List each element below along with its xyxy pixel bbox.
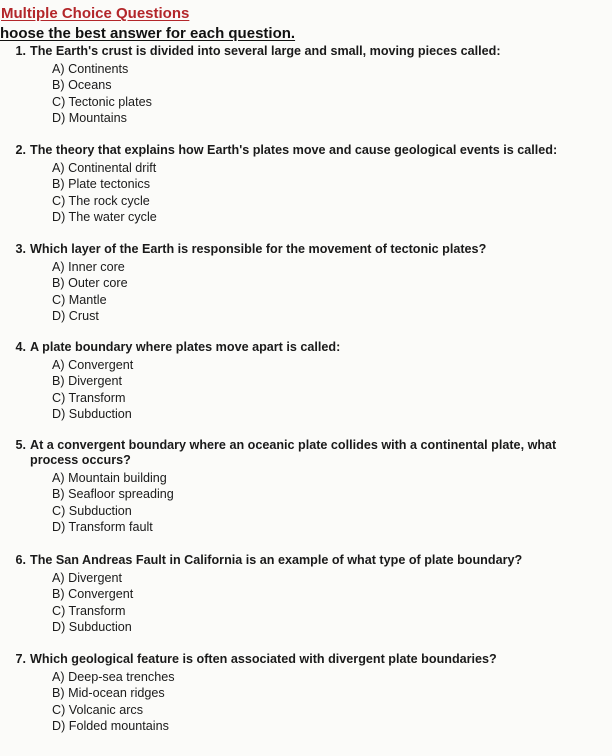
question-number: 6. bbox=[15, 553, 26, 567]
option-c[interactable]: C) Transform bbox=[52, 603, 126, 618]
question-text: A plate boundary where plates move apart is called: bbox=[30, 340, 341, 354]
option-c[interactable]: C) Subduction bbox=[52, 503, 132, 518]
question-3 bbox=[0, 242, 612, 325]
page-title: Multiple Choice Questions bbox=[1, 5, 190, 22]
question-number: 1. bbox=[15, 44, 26, 58]
option-a[interactable]: A) Convergent bbox=[52, 358, 134, 372]
option-a[interactable]: A) Mountain building bbox=[52, 471, 167, 485]
option-b[interactable]: B) Plate tectonics bbox=[52, 177, 150, 192]
question-number: 5. bbox=[15, 438, 26, 452]
question-number: 4. bbox=[15, 340, 26, 354]
options-list bbox=[52, 570, 612, 636]
option-b[interactable]: B) Convergent bbox=[52, 587, 134, 602]
option-d[interactable]: D) Folded mountains bbox=[52, 719, 169, 734]
option-a[interactable]: A) Inner core bbox=[52, 260, 125, 274]
question-2 bbox=[0, 143, 612, 226]
question-text: At a convergent boundary where an oceanic plate collides with a continental plate, what process occurs? bbox=[30, 438, 557, 467]
instructions: hoose the best answer for each question. bbox=[0, 25, 296, 42]
option-d[interactable]: D) Mountains bbox=[52, 111, 127, 126]
question-1 bbox=[0, 44, 612, 127]
option-a[interactable]: A) Continental drift bbox=[52, 161, 157, 175]
options-list bbox=[52, 357, 612, 423]
option-a[interactable]: A) Continents bbox=[52, 62, 129, 76]
question-text: Which geological feature is often associated with divergent plate boundaries? bbox=[30, 652, 497, 666]
question-4 bbox=[0, 340, 612, 423]
option-a[interactable]: A) Divergent bbox=[52, 571, 122, 585]
option-b[interactable]: B) Outer core bbox=[52, 276, 128, 291]
option-c[interactable]: C) Volcanic arcs bbox=[52, 702, 143, 717]
option-d[interactable]: D) Subduction bbox=[52, 620, 132, 635]
options-list bbox=[52, 259, 612, 325]
options-list bbox=[52, 160, 612, 226]
question-5 bbox=[0, 438, 612, 536]
question-text: The theory that explains how Earth's plates move and cause geological events is called: bbox=[30, 143, 558, 157]
question-number: 3. bbox=[15, 242, 26, 256]
option-c[interactable]: C) The rock cycle bbox=[52, 193, 150, 208]
question-text: The San Andreas Fault in California is an example of what type of plate boundary? bbox=[30, 553, 523, 567]
question-text: Which layer of the Earth is responsible for the movement of tectonic plates? bbox=[30, 242, 487, 256]
option-d[interactable]: D) Subduction bbox=[52, 407, 132, 422]
option-c[interactable]: C) Tectonic plates bbox=[52, 94, 152, 109]
question-text: The Earth's crust is divided into several large and small, moving pieces called: bbox=[30, 44, 501, 58]
question-number: 7. bbox=[15, 652, 26, 666]
option-c[interactable]: C) Transform bbox=[52, 390, 126, 405]
option-d[interactable]: D) The water cycle bbox=[52, 210, 157, 225]
question-7 bbox=[0, 652, 612, 735]
question-6 bbox=[0, 553, 612, 636]
option-b[interactable]: B) Mid-ocean ridges bbox=[52, 686, 165, 701]
options-list bbox=[52, 669, 612, 735]
option-d[interactable]: D) Crust bbox=[52, 309, 99, 324]
options-list bbox=[52, 470, 612, 536]
option-b[interactable]: B) Divergent bbox=[52, 374, 122, 389]
question-number: 2. bbox=[15, 143, 26, 157]
option-b[interactable]: B) Oceans bbox=[52, 78, 112, 93]
option-a[interactable]: A) Deep-sea trenches bbox=[52, 670, 175, 684]
option-b[interactable]: B) Seafloor spreading bbox=[52, 487, 174, 502]
option-d[interactable]: D) Transform fault bbox=[52, 520, 153, 535]
option-c[interactable]: C) Mantle bbox=[52, 292, 107, 307]
options-list bbox=[52, 61, 612, 127]
